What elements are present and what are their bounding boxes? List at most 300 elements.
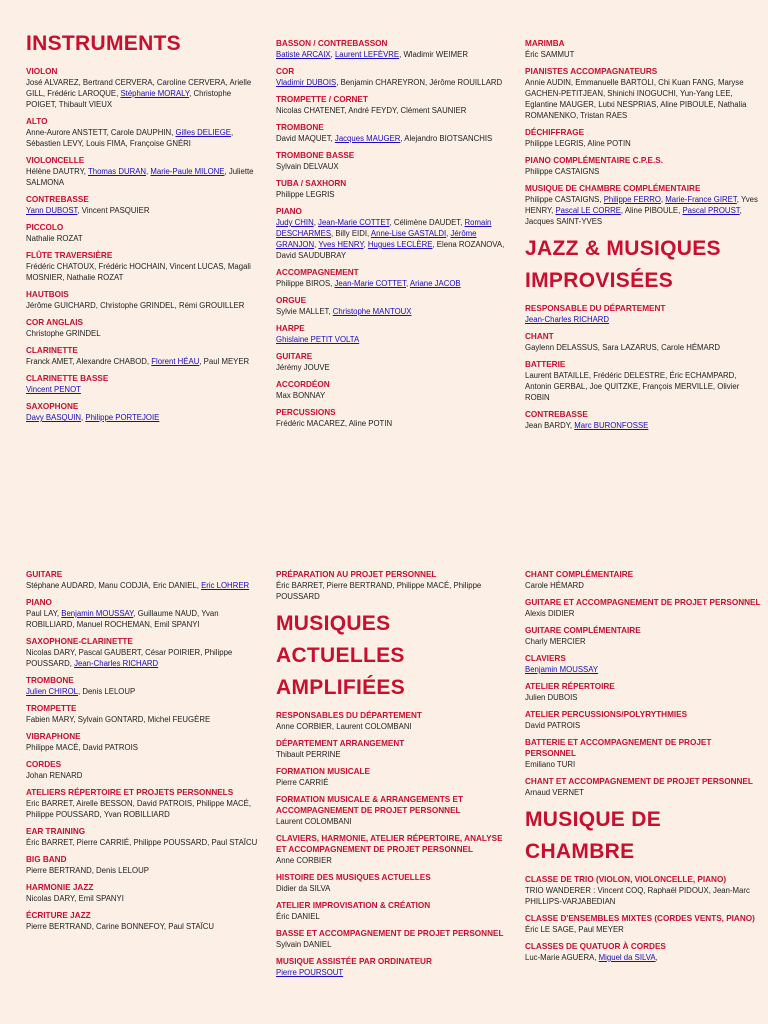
category-label: CLARINETTE: [26, 346, 78, 355]
staff-entry: [525, 874, 761, 907]
staff-entry: [26, 854, 262, 876]
teacher-text: , Christophe POIGET, Thibault VIEUX: [26, 89, 232, 109]
teacher-names: [26, 714, 262, 725]
teacher-text: Hélène DAUTRY,: [26, 167, 88, 176]
staff-entry: [276, 710, 512, 732]
teacher-text: Pierre BERTRAND, Carine BONNEFOY, Paul STAÏCU: [26, 922, 215, 931]
teacher-text: , Juliette SALMONA: [26, 167, 254, 187]
teacher-link[interactable]: Stéphanie MORALY: [120, 89, 190, 98]
staff-entry: [26, 636, 262, 669]
teacher-text: Sylvie MALLET,: [276, 307, 333, 316]
category-label: BASSON / CONTREBASSON: [276, 39, 388, 48]
category-label: GUITARE: [26, 570, 63, 579]
staff-entry: [26, 787, 262, 820]
teacher-names: [276, 939, 512, 950]
staff-entry: [525, 409, 761, 431]
teacher-link[interactable]: Thomas DURAN: [87, 167, 147, 176]
staff-entry: [525, 303, 761, 325]
staff-entry: [525, 38, 761, 60]
teacher-text: ,: [81, 413, 86, 422]
teacher-names: [276, 306, 512, 317]
category-label: CONTREBASSE: [26, 195, 89, 204]
category-label: RESPONSABLE DU DÉPARTEMENT: [525, 304, 666, 313]
teacher-text: Franck AMET, Alexandre CHABOD,: [26, 357, 152, 366]
teacher-names: [525, 49, 761, 60]
teacher-text: Éric SAMMUT: [525, 50, 575, 59]
teacher-names: [26, 356, 262, 367]
staff-entry: [525, 941, 761, 963]
staff-entry: [26, 66, 262, 110]
teacher-names: [26, 686, 262, 697]
teacher-link[interactable]: Gilles DELIEGE: [175, 128, 231, 137]
teacher-link[interactable]: Jacques MAUGER: [334, 134, 401, 143]
teacher-text: , Billy EIDI,: [331, 229, 371, 238]
teacher-names: [26, 233, 262, 244]
teacher-link[interactable]: Jean-Charles RICHARD: [525, 315, 610, 324]
category-label: CHANT: [525, 332, 554, 341]
teacher-text: Nathalie ROZAT: [26, 234, 83, 243]
teacher-text: Anne CORBIER, Laurent COLOMBANI: [276, 722, 412, 731]
category-label: DÉPARTEMENT ARRANGEMENT: [276, 739, 405, 748]
category-label: ALTO: [26, 117, 48, 126]
teacher-link[interactable]: Marc BURONFOSSE: [574, 421, 649, 430]
category-label: ATELIERS RÉPERTOIRE ET PROJETS PERSONNELS: [26, 788, 234, 797]
teacher-names: [525, 608, 761, 619]
teacher-names: [26, 127, 262, 149]
category-label: TROMBONE: [26, 676, 74, 685]
category-label: TROMPETTE / CORNET: [276, 95, 368, 104]
category-label: BASSE ET ACCOMPAGNEMENT DE PROJET PERSONNEL: [276, 929, 504, 938]
staff-entry: [276, 206, 512, 261]
category-label: HISTOIRE DES MUSIQUES ACTUELLES: [276, 873, 431, 882]
teacher-text: Frédéric MACAREZ, Aline POTIN: [276, 419, 393, 428]
teacher-text: Annie AUDIN, Emmanuelle BARTOLI, Chi Kuan FANG, Maryse GACHEN-PETITJEAN, Shinichi INOGUCHI, Yun-Yang LEE, Eglantine MAUGER, Lutxi NESPRIAS, Aline PIBOULE, Nathalia ROMANENKO, Tristan RAES: [525, 78, 747, 120]
teacher-text: Sylvain DELVAUX: [276, 162, 339, 171]
category-label: VIOLON: [26, 67, 58, 76]
category-label: FORMATION MUSICALE: [276, 767, 370, 776]
staff-entry: [26, 222, 262, 244]
category-label: CLASSE D'ENSEMBLES MIXTES (CORDES VENTS, PIANO): [525, 914, 755, 923]
staff-entry: [26, 116, 262, 149]
teacher-link[interactable]: Christophe MANTOUX: [332, 307, 412, 316]
category-label: GUITARE COMPLÉMENTAIRE: [525, 626, 641, 635]
teacher-link[interactable]: Vladimir DUBOIS: [276, 78, 337, 87]
category-label: PIANO COMPLÉMENTAIRE C.P.E.S.: [525, 156, 663, 165]
staff-entry: [525, 597, 761, 619]
teacher-names: [525, 314, 761, 325]
teacher-link[interactable]: Benjamin MOUSSAY: [525, 665, 599, 674]
teacher-names: [525, 885, 761, 907]
teacher-link[interactable]: Jean-Charles RICHARD: [74, 659, 159, 668]
staff-entry: [525, 155, 761, 177]
teacher-names: [26, 412, 262, 423]
teacher-text: ,: [146, 167, 151, 176]
staff-entry: [525, 625, 761, 647]
teacher-names: [276, 133, 512, 144]
staff-entry: [276, 178, 512, 200]
teacher-text: Max BONNAY: [276, 391, 326, 400]
category-label: EAR TRAINING: [26, 827, 86, 836]
staff-entry: [276, 407, 512, 429]
teacher-text: , Elena ROZANOVA, David SAUDUBRAY: [276, 240, 505, 260]
teacher-text: Paul LAY,: [26, 609, 62, 618]
teacher-text: Philippe MACÉ, David PATROIS: [26, 743, 138, 752]
category-label: ÉCRITURE JAZZ: [26, 911, 91, 920]
staff-entry: [276, 122, 512, 144]
teacher-text: Thibault PERRINE: [276, 750, 341, 759]
teacher-text: Arnaud VERNET: [525, 788, 584, 797]
category-label: BATTERIE: [525, 360, 566, 369]
teacher-names: [525, 138, 761, 149]
category-label: CLASSE DE TRIO (VIOLON, VIOLONCELLE, PIANO): [525, 875, 727, 884]
staff-entry: [276, 794, 512, 827]
staff-entry: [26, 597, 262, 630]
teacher-names: [276, 418, 512, 429]
teacher-names: [26, 837, 262, 848]
teacher-text: , Vincent PASQUIER: [77, 206, 150, 215]
teacher-text: Philippe BIROS,: [276, 279, 335, 288]
category-label: CONTREBASSE: [525, 410, 588, 419]
teacher-link[interactable]: Yves HENRY: [318, 240, 364, 249]
staff-entry: [26, 373, 262, 395]
teacher-names: [525, 720, 761, 731]
teacher-names: [26, 865, 262, 876]
teacher-names: [276, 217, 512, 261]
column-1-bottom: [26, 569, 262, 938]
category-label: GUITARE ET ACCOMPAGNEMENT DE PROJET PERSONNEL: [525, 598, 761, 607]
category-label: CHANT ET ACCOMPAGNEMENT DE PROJET PERSONNEL: [525, 777, 753, 786]
teacher-text: ,: [406, 279, 410, 288]
teacher-names: [276, 278, 512, 289]
teacher-text: Gaylenn DELASSUS, Sara LAZARUS, Carole HÉMARD: [525, 343, 720, 352]
teacher-link[interactable]: Yann DUBOST: [26, 206, 78, 215]
column-1-top: [26, 28, 262, 429]
staff-entry: [26, 703, 262, 725]
teacher-names: [276, 816, 512, 827]
staff-entry: [276, 379, 512, 401]
teacher-link[interactable]: Pascal PROUST: [682, 206, 740, 215]
teacher-link[interactable]: Julien CHIROL: [26, 687, 78, 696]
teacher-text: Nicolas DARY, Emil SPANYI: [26, 894, 124, 903]
staff-entry: [26, 155, 262, 188]
teacher-text: , Wladimir WEIMER: [399, 50, 468, 59]
category-label: GUITARE: [276, 352, 313, 361]
teacher-names: [276, 161, 512, 172]
category-label: CLAVIERS: [525, 654, 566, 663]
category-label: ORGUE: [276, 296, 307, 305]
section-title: MUSIQUES ACTUELLES AMPLIFIÉES: [276, 612, 406, 699]
category-label: CHANT COMPLÉMENTAIRE: [525, 570, 634, 579]
teacher-text: Didier da SILVA: [276, 884, 331, 893]
teacher-link[interactable]: Jérôme GRANJON: [276, 229, 477, 249]
teacher-link[interactable]: Ariane JACOB: [409, 279, 461, 288]
teacher-text: Carole HÉMARD: [525, 581, 584, 590]
staff-entry: [276, 295, 512, 317]
staff-entry: [276, 928, 512, 950]
staff-entry: [26, 345, 262, 367]
staff-entry: [26, 250, 262, 283]
category-label: TROMBONE: [276, 123, 324, 132]
category-label: VIOLONCELLE: [26, 156, 85, 165]
category-label: CLAVIERS, HARMONIE, ATELIER RÉPERTOIRE, ANALYSE ET ACCOMPAGNEMENT DE PROJET PERSONNEL: [276, 834, 503, 854]
category-label: MUSIQUE ASSISTÉE PAR ORDINATEUR: [276, 957, 432, 966]
teacher-names: [26, 893, 262, 904]
teacher-text: ,: [314, 240, 319, 249]
category-label: HARMONIE JAZZ: [26, 883, 94, 892]
staff-entry: [26, 194, 262, 216]
staff-entry: [525, 569, 761, 591]
staff-entry: [276, 150, 512, 172]
teacher-text: , Guillaume NAUD, Yvan ROBILLIARD, Manuel ROCHEMAN, Emil SPANYI: [26, 609, 219, 629]
staff-entry: [525, 331, 761, 353]
teacher-text: TRIO WANDERER : Vincent COQ, Raphaël PIDOUX, Jean-Marc PHILLIPS-VARJABEDIAN: [525, 886, 750, 906]
teacher-text: Fabien MARY, Sylvain GONTARD, Michel FEUGÈRE: [26, 715, 211, 724]
teacher-text: , Paul MEYER: [199, 357, 250, 366]
teacher-names: [525, 342, 761, 353]
staff-entry: [276, 569, 512, 602]
category-label: COR: [276, 67, 295, 76]
category-label: BATTERIE ET ACCOMPAGNEMENT DE PROJET PERSONNEL: [525, 738, 712, 758]
column-3-bottom: [525, 569, 761, 969]
teacher-link[interactable]: Marie-France GIRET: [665, 195, 737, 204]
category-label: VIBRAPHONE: [26, 732, 81, 741]
column-3-top: [525, 38, 761, 437]
teacher-text: , Sébastien LEVY, Louis FIMA, Françoise GNÉRI: [26, 128, 234, 148]
teacher-text: Pierre CARRIÉ: [276, 778, 329, 787]
category-label: SAXOPHONE: [26, 402, 79, 411]
teacher-names: [525, 580, 761, 591]
staff-entry: [276, 833, 512, 866]
teacher-text: Emiliano TURI: [525, 760, 576, 769]
teacher-link[interactable]: Miguel da SILVA: [598, 953, 656, 962]
category-label: RESPONSABLES DU DÉPARTEMENT: [276, 711, 422, 720]
staff-entry: [26, 569, 262, 591]
teacher-text: ,: [446, 229, 451, 238]
category-label: BIG BAND: [26, 855, 67, 864]
category-label: HAUTBOIS: [26, 290, 69, 299]
teacher-names: [276, 362, 512, 373]
staff-entry: [276, 94, 512, 116]
section-title: INSTRUMENTS: [26, 32, 181, 55]
staff-entry: [276, 872, 512, 894]
teacher-text: Sylvain DANIEL: [276, 940, 332, 949]
teacher-names: [26, 770, 262, 781]
category-label: DÉCHIFFRAGE: [525, 128, 585, 137]
teacher-link[interactable]: Philippe FERRO: [603, 195, 661, 204]
category-label: TUBA / SAXHORN: [276, 179, 347, 188]
teacher-names: [276, 49, 512, 60]
column-2-top: [276, 38, 512, 435]
teacher-link[interactable]: Ghislaine PETIT VOLTA: [276, 335, 360, 344]
category-label: COR ANGLAIS: [26, 318, 84, 327]
category-label: CLARINETTE BASSE: [26, 374, 109, 383]
category-label: CLASSES DE QUATUOR À CORDES: [525, 942, 666, 951]
teacher-names: [276, 883, 512, 894]
teacher-text: José ALVAREZ, Bertrand CERVERA, Caroline CERVERA, Arielle GILL, Frédéric LAROQUE,: [26, 78, 252, 98]
teacher-text: Anne-Aurore ANSTETT, Carole DAUPHIN,: [26, 128, 176, 137]
teacher-names: [525, 370, 761, 403]
staff-entry: [276, 267, 512, 289]
teacher-text: Stéphane AUDARD, Manu CODJIA, Eric DANIEL,: [26, 581, 202, 590]
teacher-names: [276, 777, 512, 788]
teacher-text: Christophe GRINDEL: [26, 329, 101, 338]
category-label: TROMBONE BASSE: [276, 151, 355, 160]
staff-entry: [525, 709, 761, 731]
teacher-names: [276, 721, 512, 732]
staff-entry: [26, 826, 262, 848]
category-label: ACCORDÉON: [276, 380, 330, 389]
teacher-text: Philippe LEGRIS: [276, 190, 335, 199]
staff-entry: [276, 66, 512, 88]
teacher-text: Julien DUBOIS: [525, 693, 578, 702]
category-label: ATELIER IMPROVISATION & CRÉATION: [276, 901, 431, 910]
teacher-text: Laurent COLOMBANI: [276, 817, 352, 826]
category-label: ACCOMPAGNEMENT: [276, 268, 359, 277]
teacher-names: [276, 580, 512, 602]
teacher-names: [276, 189, 512, 200]
category-label: FLÛTE TRAVERSIÈRE: [26, 251, 113, 260]
teacher-text: , Benjamin CHAREYRON, Jérôme ROUILLARD: [336, 78, 503, 87]
teacher-names: [276, 855, 512, 866]
category-label: HARPE: [276, 324, 305, 333]
teacher-link[interactable]: Marie-Paule MILONE: [150, 167, 225, 176]
teacher-link[interactable]: Philippe PORTEJOIE: [85, 413, 160, 422]
teacher-text: Jérôme GUICHARD, Christophe GRINDEL, Rémi GROUILLER: [26, 301, 245, 310]
teacher-link[interactable]: Jean-Marie COTTET: [334, 279, 407, 288]
teacher-text: Luc-Marie AGUERA,: [525, 953, 599, 962]
teacher-text: Frédéric CHATOUX, Frédéric HOCHAIN, Vincent LUCAS, Magali MOSNIER, Nathalie ROZAT: [26, 262, 251, 282]
teacher-names: [276, 334, 512, 345]
category-label: MARIMBA: [525, 39, 565, 48]
teacher-text: Anne CORBIER: [276, 856, 332, 865]
category-label: TROMPETTE: [26, 704, 77, 713]
staff-entry: [525, 913, 761, 935]
section-title: JAZZ & MUSIQUES IMPROVISÉES: [525, 237, 721, 292]
category-label: PIANISTES ACCOMPAGNATEURS: [525, 67, 658, 76]
teacher-names: [525, 787, 761, 798]
staff-entry: [276, 323, 512, 345]
staff-entry: [26, 882, 262, 904]
teacher-text: Alexis DIDIER: [525, 609, 575, 618]
teacher-names: [26, 921, 262, 932]
teacher-link[interactable]: Hugues LECLÈRE: [367, 240, 433, 249]
teacher-text: Philippe LEGRIS, Aline POTIN: [525, 139, 631, 148]
teacher-names: [26, 205, 262, 216]
teacher-names: [525, 636, 761, 647]
teacher-text: ,: [313, 218, 319, 227]
teacher-text: Éric BARRET, Pierre BERTRAND, Philippe MACÉ, Philippe POUSSARD: [276, 581, 482, 601]
teacher-names: [525, 664, 761, 675]
staff-entry: [276, 900, 512, 922]
teacher-text: Charly MERCIER: [525, 637, 586, 646]
staff-entry: [525, 776, 761, 798]
teacher-names: [525, 166, 761, 177]
teacher-link[interactable]: Pierre POURSOUT: [276, 968, 344, 977]
teacher-names: [26, 580, 262, 591]
teacher-text: Éric LE SAGE, Paul MEYER: [525, 925, 624, 934]
staff-entry: [525, 653, 761, 675]
staff-entry: [276, 766, 512, 788]
teacher-names: [525, 77, 761, 121]
staff-entry: [276, 738, 512, 760]
teacher-text: Éric BARRET, Pierre CARRIÉ, Philippe POUSSARD, Paul STAÏCU: [26, 838, 258, 847]
staff-entry: [525, 359, 761, 403]
teacher-text: David PATROIS: [525, 721, 581, 730]
teacher-text: Nicolas DARY, Pascal GAUBERT, César POIRIER, Philippe POUSSARD,: [26, 648, 233, 668]
teacher-names: [26, 300, 262, 311]
teacher-text: ,: [363, 240, 368, 249]
teacher-text: Jean BARDY,: [525, 421, 575, 430]
staff-entry: [26, 401, 262, 423]
category-label: CORDES: [26, 760, 62, 769]
teacher-names: [26, 328, 262, 339]
staff-entry: [26, 317, 262, 339]
teacher-text: Jérémy JOUVE: [276, 363, 330, 372]
staff-entry: [26, 675, 262, 697]
staff-entry: [525, 681, 761, 703]
teacher-link[interactable]: Romain DESCHARMES: [276, 218, 492, 238]
teacher-link[interactable]: Laurent LEFÈVRE: [334, 50, 400, 59]
teacher-names: [26, 166, 262, 188]
category-label: MUSIQUE DE CHAMBRE COMPLÉMENTAIRE: [525, 184, 701, 193]
teacher-text: Laurent BATAILLE, Frédéric DELESTRE, Éric ECHAMPARD, Antonin GERBAL, Joe QUITZKE, François MERVILLE, Olivier ROBIN: [525, 371, 740, 402]
category-label: PRÉPARATION AU PROJET PERSONNEL: [276, 570, 437, 579]
teacher-text: Éric DANIEL: [276, 912, 320, 921]
teacher-link[interactable]: Batiste ARCAIX: [276, 50, 331, 59]
teacher-text: ,: [660, 195, 666, 204]
staff-entry: [525, 127, 761, 149]
teacher-names: [525, 692, 761, 703]
teacher-names: [276, 77, 512, 88]
teacher-link[interactable]: Davy BASQUIN: [26, 413, 82, 422]
category-label: ATELIER RÉPERTOIRE: [525, 682, 615, 691]
teacher-text: David MAQUET,: [276, 134, 335, 143]
teacher-link[interactable]: Jean-Marie COTTET: [318, 218, 390, 227]
teacher-text: Nicolas CHATENET, André FEYDY, Clément SAUNIER: [276, 106, 467, 115]
teacher-text: , Denis LELOUP: [78, 687, 136, 696]
teacher-names: [26, 77, 262, 110]
teacher-names: [26, 647, 262, 669]
teacher-link[interactable]: Eric LOHRER: [201, 581, 250, 590]
staff-entry: [525, 183, 761, 227]
teacher-names: [525, 924, 761, 935]
teacher-names: [276, 911, 512, 922]
staff-entry: [276, 38, 512, 60]
teacher-link[interactable]: Florent HÉAU: [151, 357, 200, 366]
column-2-bottom: [276, 569, 512, 984]
teacher-text: , Célimène DAUDET,: [389, 218, 465, 227]
staff-entry: [26, 731, 262, 753]
staff-entry: [276, 351, 512, 373]
category-label: PERCUSSIONS: [276, 408, 336, 417]
staff-entry: [525, 737, 761, 770]
teacher-text: Johan RENARD: [26, 771, 83, 780]
teacher-link[interactable]: Anne-Lise GASTALDI: [370, 229, 447, 238]
staff-entry: [26, 759, 262, 781]
teacher-text: Pierre BERTRAND, Denis LELOUP: [26, 866, 149, 875]
teacher-text: ,: [330, 50, 335, 59]
teacher-text: ,: [655, 953, 658, 962]
teacher-link[interactable]: Judy CHIN: [276, 218, 314, 227]
teacher-link[interactable]: Pascal LE CORRE: [555, 206, 621, 215]
staff-entry: [525, 66, 761, 121]
staff-entry: [276, 956, 512, 978]
teacher-text: Eric BARRET, Airelle BESSON, David PATROIS, Philippe MACÉ, Philippe POUSSARD, Yvan ROBILLIARD: [26, 799, 252, 819]
teacher-names: [276, 105, 512, 116]
category-label: FORMATION MUSICALE & ARRANGEMENTS ET ACCOMPAGNEMENT DE PROJET PERSONNEL: [276, 795, 463, 815]
teacher-link[interactable]: Benjamin MOUSSAY: [61, 609, 134, 618]
teacher-link[interactable]: Vincent PENOT: [26, 385, 81, 394]
